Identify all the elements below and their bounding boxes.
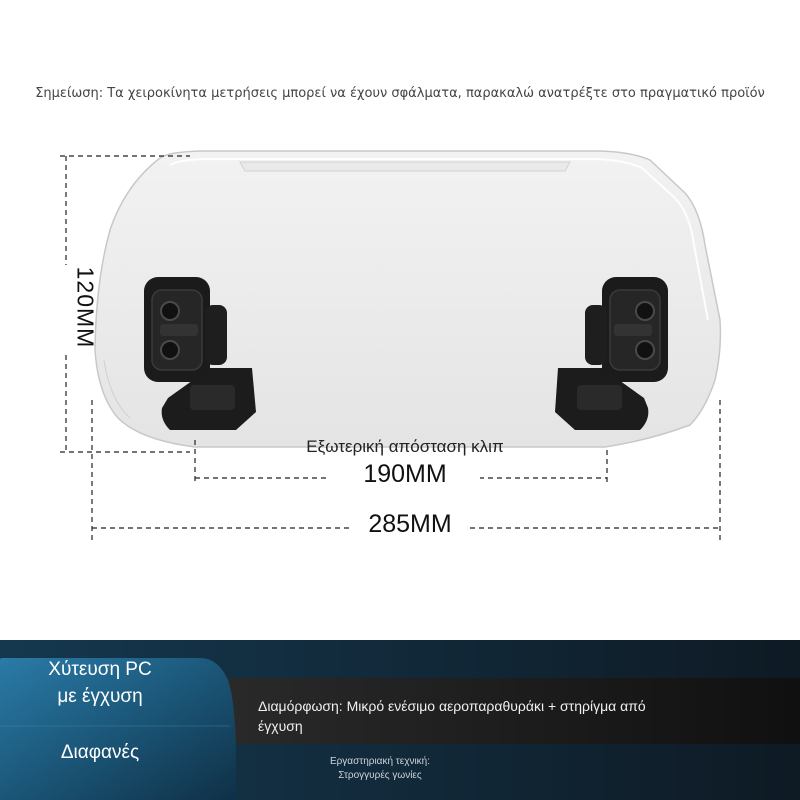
- clip-width-dimension-label: 190MM: [330, 460, 480, 489]
- transparency-label: Διαφανές: [60, 742, 140, 763]
- clip-distance-caption: Εξωτερική απόσταση κλιπ: [306, 437, 504, 456]
- material-line-1: Χύτευση PC: [48, 659, 152, 680]
- material-label: [20, 656, 180, 710]
- craft-line-2: Στρογγυρές γωνίες: [338, 770, 422, 781]
- craft-line-1: Εργαστηριακή τεχνική:: [329, 756, 431, 767]
- spec-footer: [0, 640, 800, 800]
- craft-technique: [300, 755, 460, 783]
- configuration-text: Διαμόρφωση: Μικρό ενέσιμο αεροπαραθυράκι + στηρίγμα από έγχυση: [258, 698, 646, 734]
- material-line-2: με έγχυση: [57, 686, 143, 707]
- height-dimension-label: 120MM: [72, 266, 99, 349]
- total-width-dimension-label: 285MM: [350, 510, 470, 539]
- measurement-note: Σημείωση: Τα χειροκίνητα μετρήσεις μπορεί να έχουν σφάλματα, παρακαλώ ανατρέξτε στο πραγματικό προϊόν: [35, 86, 765, 101]
